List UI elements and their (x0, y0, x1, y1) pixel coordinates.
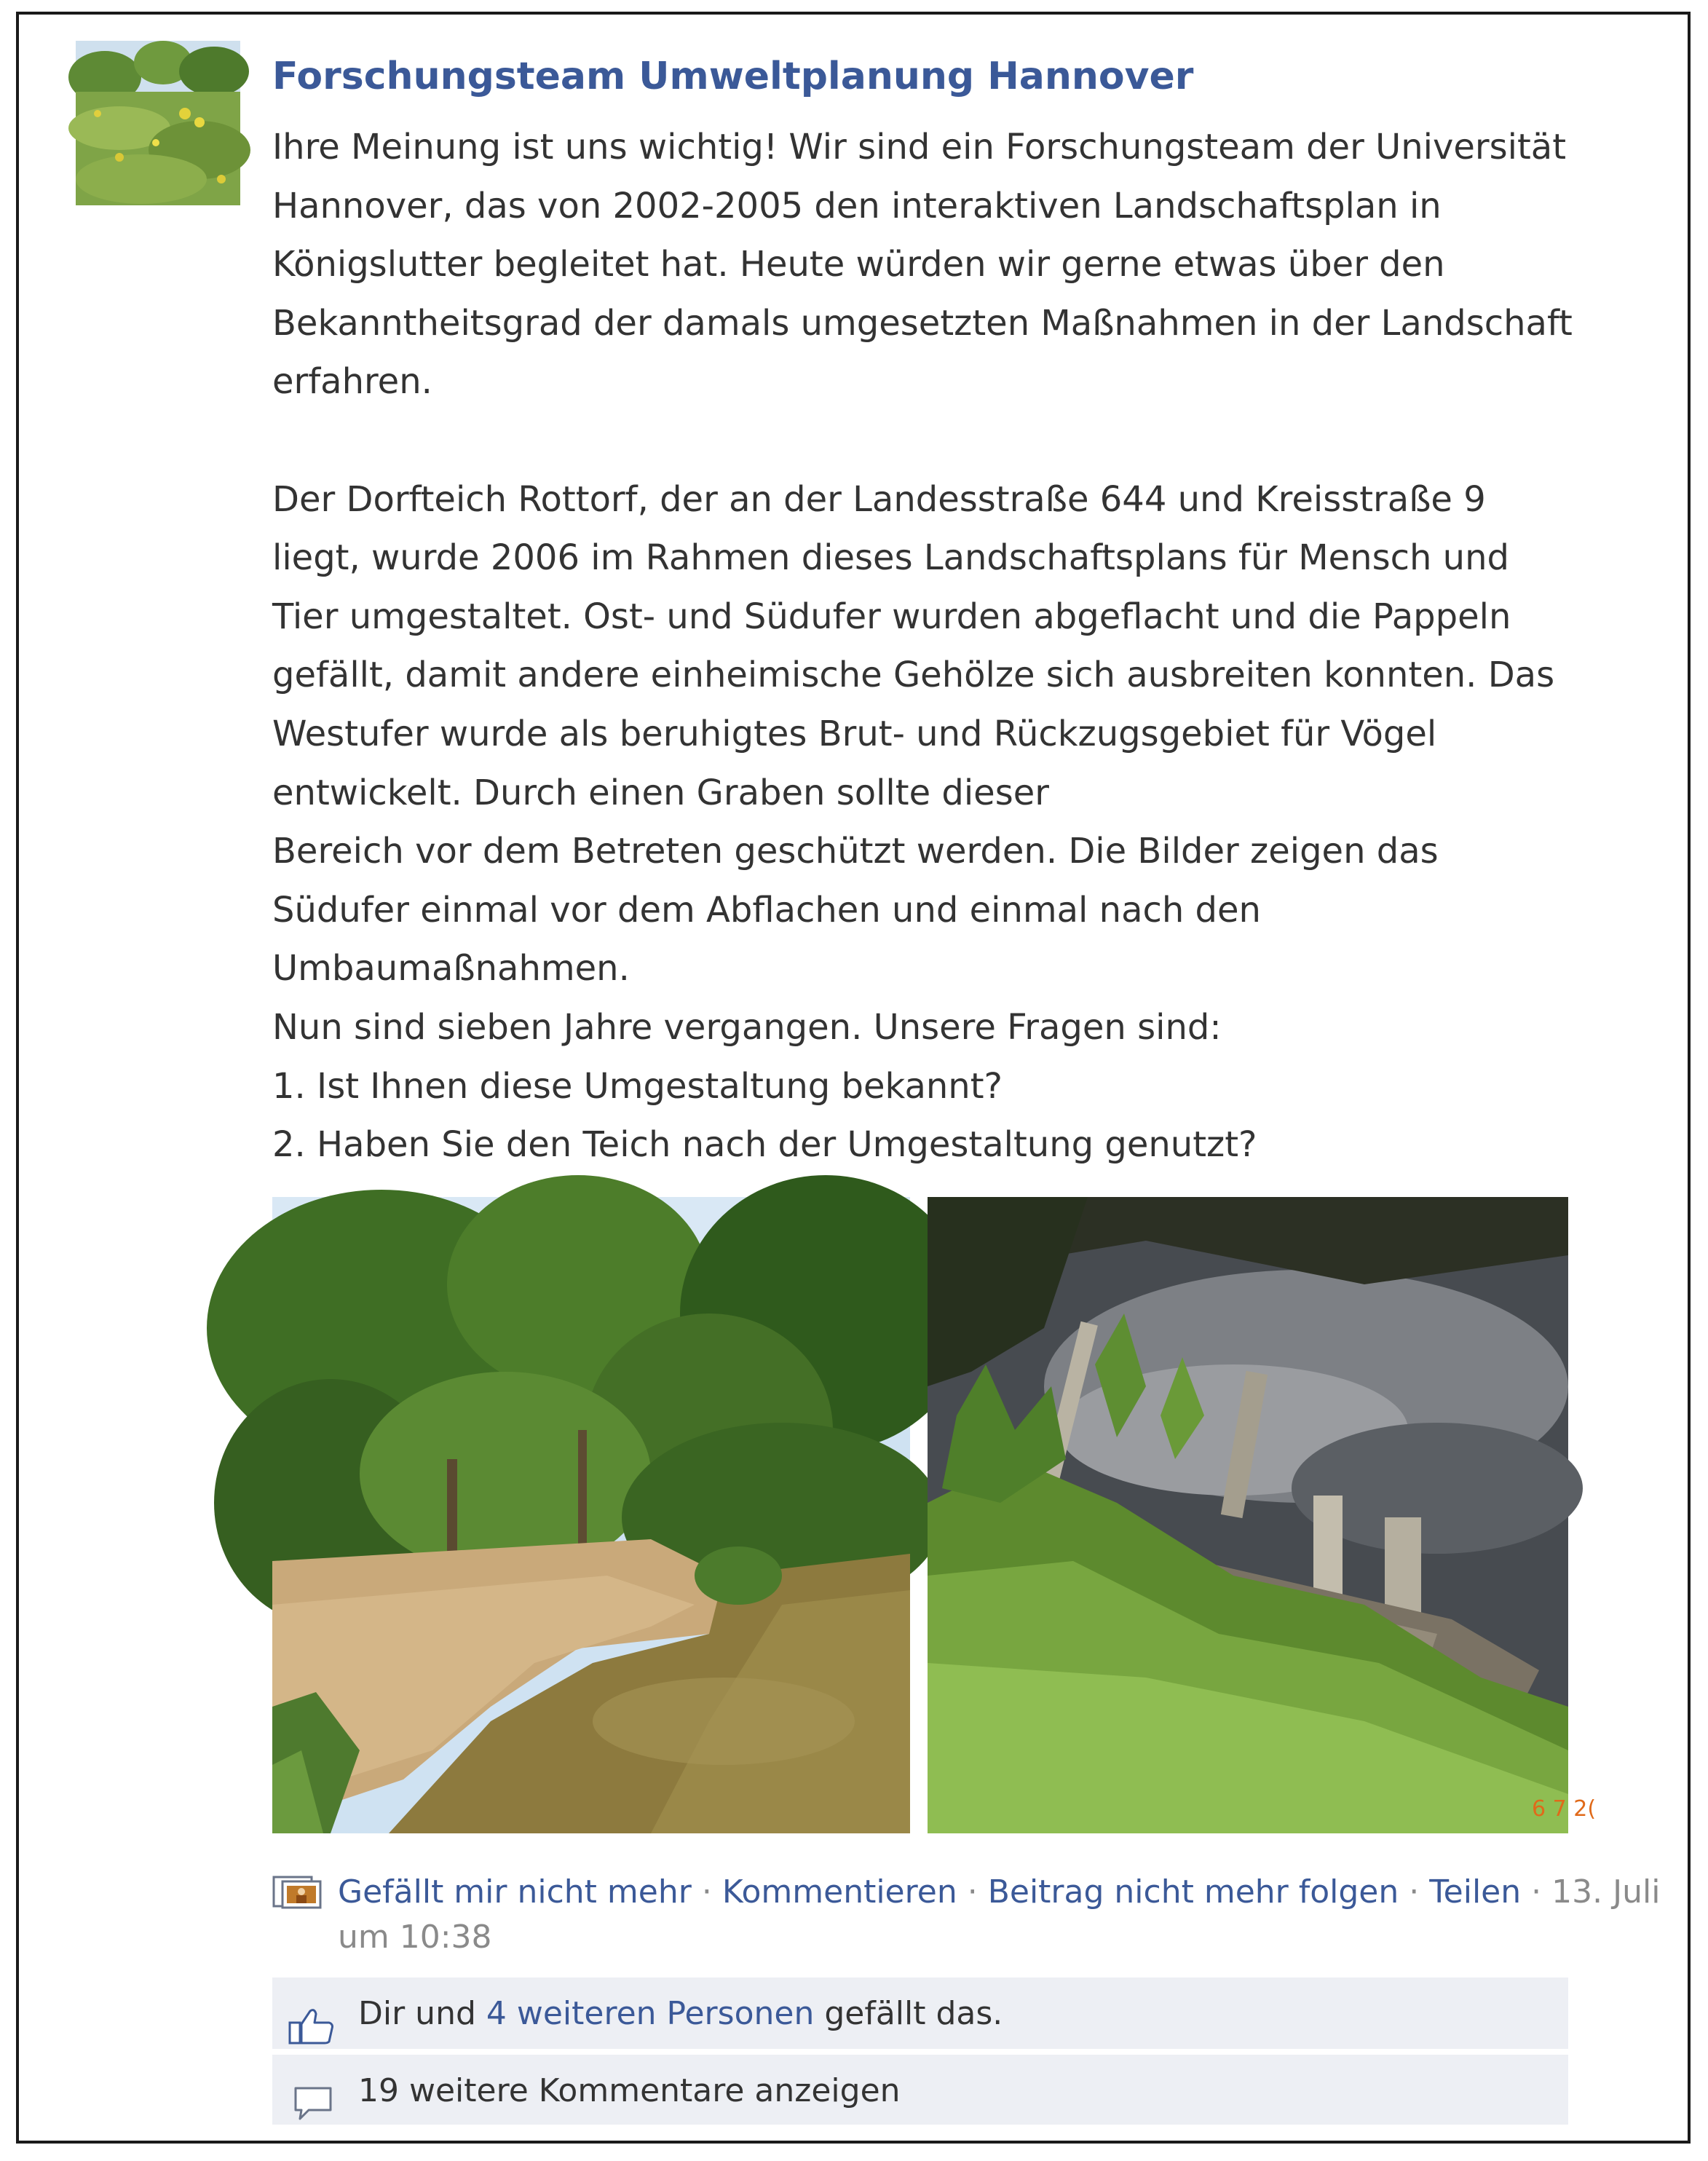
post-photo-after[interactable] (928, 1197, 1597, 1833)
post-paragraph-2 (272, 470, 1656, 1174)
post-author-name[interactable]: Forschungsteam Umweltplanung Hannover (272, 55, 1194, 98)
post-line: entwickelt. Durch einen Graben sollte dieser (272, 772, 1049, 813)
post-photo-before[interactable] (272, 1197, 910, 1833)
post-line: Ihre Meinung ist uns wichtig! Wir sind ein Forschungsteam der Universität (272, 127, 1567, 167)
likes-prefix: Dir und (358, 1995, 486, 2032)
post-timestamp[interactable]: 13. Juli (1551, 1873, 1661, 1911)
action-links-row (272, 1870, 1661, 1915)
post-line: gefällt, damit andere einheimische Gehölze sich ausbreiten konnten. Das (272, 655, 1555, 696)
comment-link[interactable]: Kommentieren (721, 1873, 957, 1911)
post-line: 1. Ist Ihnen diese Umgestaltung bekannt? (272, 1065, 1003, 1107)
post-line: Hannover, das von 2002-2005 den interaktiven Landschaftsplan in (272, 185, 1442, 226)
post-line: Königslutter begleitet hat. Heute würden wir gerne etwas über den (272, 244, 1445, 285)
author-avatar[interactable] (76, 41, 240, 205)
paragraph-gap (272, 411, 1656, 470)
row-divider (272, 2050, 1568, 2053)
post-text (272, 118, 1656, 1174)
action-separator: · (1531, 1873, 1542, 1911)
unlike-link[interactable]: Gefällt mir nicht mehr (338, 1873, 692, 1911)
post-line: Bekanntheitsgrad der damals umgesetzten Maßnahmen in der Landschaft (272, 302, 1573, 344)
post-line: Bereich vor dem Betreten geschützt werden. Die Bilder zeigen das (272, 831, 1439, 872)
timestamp-line-2 (272, 1915, 1626, 1960)
likes-people-link[interactable]: 4 weiteren Personen (486, 1995, 815, 2032)
post-line: Nun sind sieben Jahre vergangen. Unsere Fragen sind: (272, 1006, 1222, 1048)
post-line: 2. Haben Sie den Teich nach der Umgestaltung genutzt? (272, 1124, 1257, 1166)
more-comments-link[interactable]: 19 weitere Kommentare anzeigen (358, 2072, 901, 2109)
comments-summary (272, 2055, 1568, 2125)
post-timestamp-time[interactable]: um 10:38 (338, 1919, 492, 1956)
post-paragraph-1 (272, 118, 1656, 411)
action-separator: · (701, 1873, 712, 1911)
likes-text (358, 1978, 1003, 2050)
likes-suffix: gefällt das. (814, 1995, 1003, 2032)
action-separator: · (967, 1873, 978, 1911)
post-line: Westufer wurde als beruhigtes Brut- und Rückzugsgebiet für Vögel (272, 713, 1437, 754)
thumbs-up-icon (287, 1998, 335, 2034)
action-separator: · (1409, 1873, 1420, 1911)
post-line: Südufer einmal vor dem Abflachen und einmal nach den (272, 889, 1261, 931)
post-line: liegt, wurde 2006 im Rahmen dieses Landschaftsplans für Mensch und (272, 537, 1509, 579)
post-line: erfahren. (272, 361, 432, 403)
post-line: Der Dorfteich Rottorf, der an der Landesstraße 644 und Kreisstraße 9 (272, 478, 1486, 520)
photo-date-stamp: 6 7 2( (1532, 1796, 1597, 1822)
speech-bubble-icon (287, 2075, 335, 2111)
post-line: Umbaumaßnahmen. (272, 948, 630, 989)
share-link[interactable]: Teilen (1429, 1873, 1522, 1911)
likes-summary (272, 1978, 1568, 2049)
post-action-bar (272, 1870, 1661, 1960)
unfollow-post-link[interactable]: Beitrag nicht mehr folgen (987, 1873, 1399, 1911)
post-line: Tier umgestaltet. Ost- und Südufer wurden abgeflacht und die Pappeln (272, 596, 1511, 637)
